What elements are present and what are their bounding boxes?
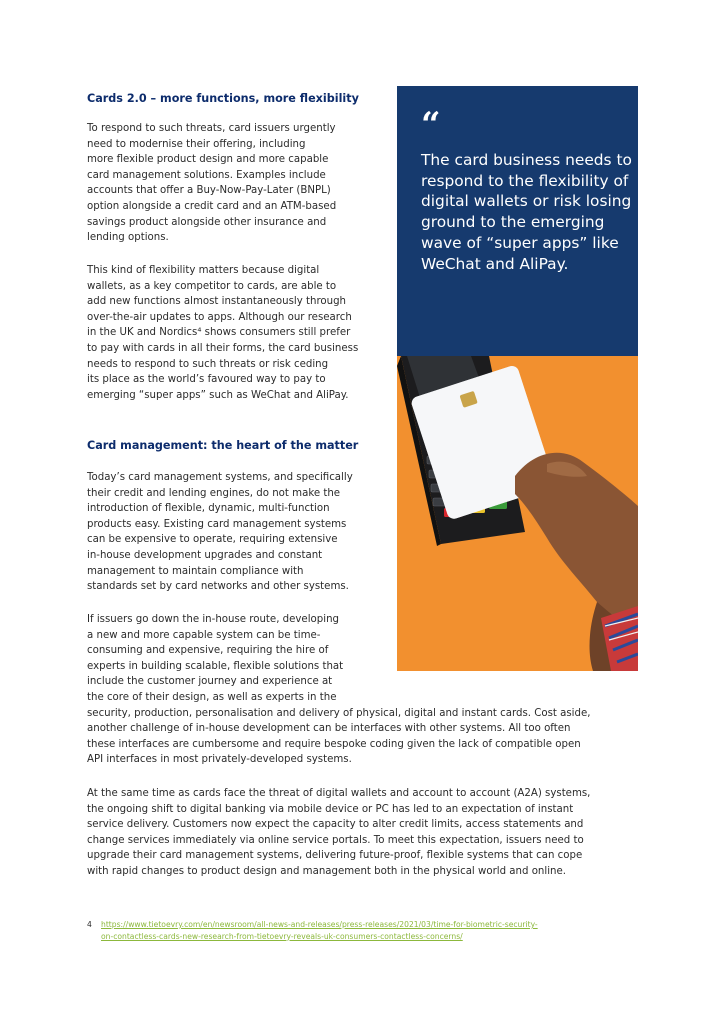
section-heading-cards-2-0: Cards 2.0 – more functions, more flexibility xyxy=(87,92,359,105)
footnote-link[interactable]: https://www.tietoevry.com/en/newsroom/all-news-and-releases/press-releases/2021/03/time-for-biometric-security- on-contactless-cards-new-research-from-tietoevry-reveals-uk-consumers-contactless-concerns/ xyxy=(101,920,538,941)
section1-paragraph-1: To respond to such threats, card issuers urgently need to modernise their offering, including more flexible product design and more capable card management solutions. Examples include accounts that offer a Buy-Now-Pay-Later (BNPL) option alongside a credit card and an ATM-based savings product alongside other insurance and lending options. xyxy=(87,123,337,244)
footnote-number: 4 xyxy=(87,920,92,929)
quote-mark-icon: “ xyxy=(421,105,441,145)
section-heading-card-management: Card management: the heart of the matter xyxy=(87,439,359,452)
pull-quote-text: The card business needs to respond to the flexibility of digital wallets or risk losing ground to the emerging wave of “super apps” like WeChat and AliPay. xyxy=(421,151,632,273)
section2-paragraph-1: Today’s card management systems, and specifically their credit and lending engines, do not make the introduction of flexible, dynamic, multi-function products easy. Existing card management systems can be expensive to operate, requiring extensive in-house development upgrades and constant management to maintain compliance with standards set by card networks and other systems. xyxy=(87,472,353,593)
section1-paragraph-2: This kind of flexibility matters because digital wallets, as a key competitor to cards, are able to add new functions almost instantaneously through over-the-air updates to apps. Although our research in the UK and Nordics⁴ shows consumers still prefer to pay with cards in all their forms, the card business needs to respond to such threats or risk ceding its place as the world’s favoured way to pay to emerging “super apps” such as WeChat and AliPay. xyxy=(87,265,359,401)
pull-quote-panel xyxy=(397,86,638,356)
section2-paragraph-3: At the same time as cards face the threat of digital wallets and account to account (A2A) systems, the ongoing shift to digital banking via mobile device or PC has led to an expectation of instant service delivery. Customers now expect the capacity to alter credit limits, access statements and change services immediately via online service portals. To meet this expectation, issuers need to upgrade their card management systems, delivering future-proof, flexible systems that can cope with rapid changes to product design and management both in the physical world and online. xyxy=(87,788,591,877)
section2-paragraph-2: If issuers go down the in-house route, developing a new and more capable system can be time- consuming and expensive, requiring the hire of experts in building scalable, flexible solutions that include the customer journey and experience at the core of their design, as well as experts in the security, production, personalisation and delivery of physical, digital and instant cards. Cost aside, another challenge of in-house development can be interfaces with other systems. All too often these interfaces are cumbersome and require bespoke coding given the lack of compatible open API interfaces in most privately-developed systems. xyxy=(87,614,591,766)
